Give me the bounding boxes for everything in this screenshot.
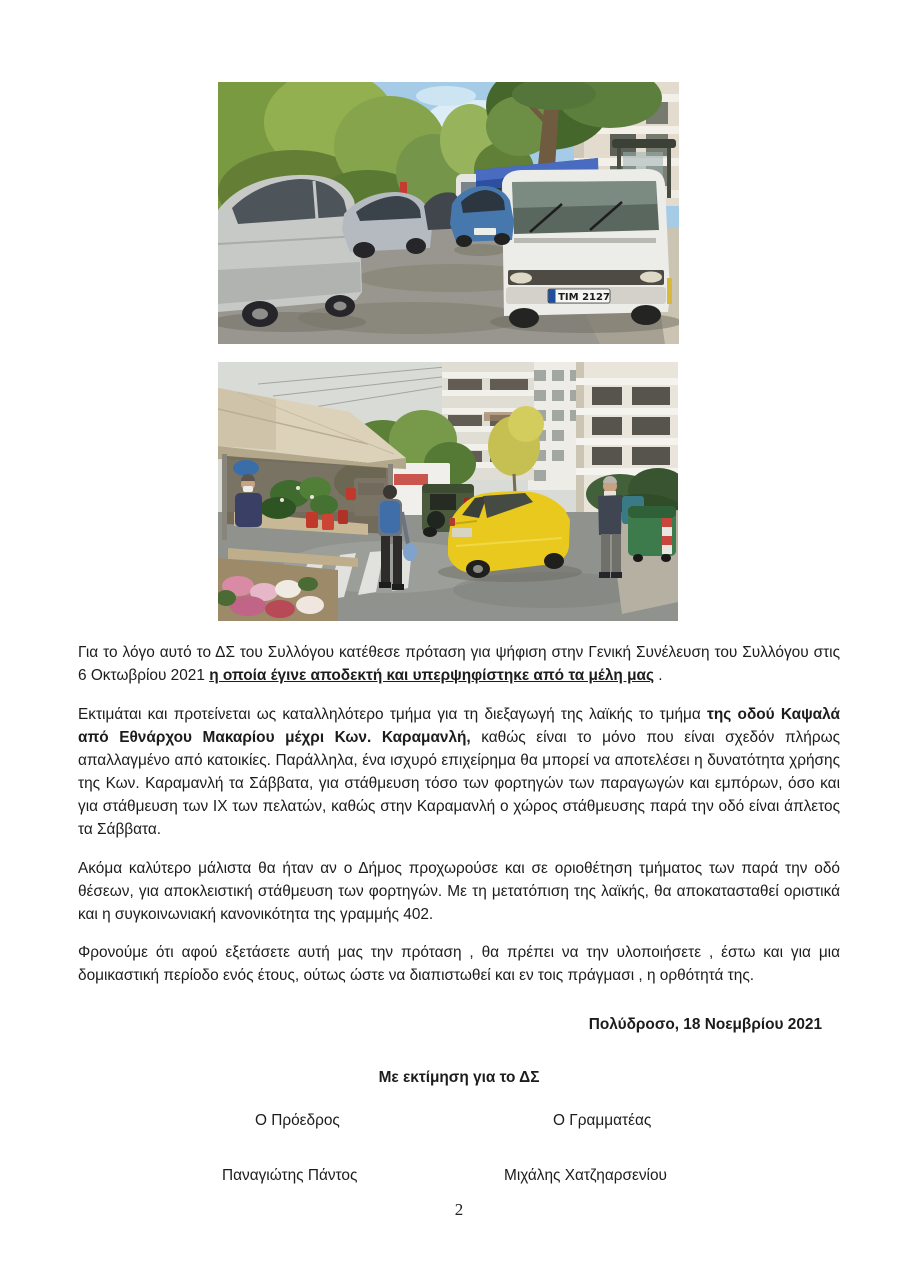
striped-marker bbox=[662, 518, 672, 554]
signature-names-row bbox=[78, 1164, 840, 1186]
president-title: Ο Πρόεδρος bbox=[255, 1112, 340, 1129]
license-plate-text: ΤΙΜ 2127 bbox=[558, 292, 610, 303]
paragraph-1-text: Για το λόγο αυτό το ΔΣ του Συλλόγου κατέθεσε πρόταση για ψήφιση στην Γενική Συνέλευση του Συλλόγου στις 6 Οκτωβρίου 2021 bbox=[78, 644, 840, 684]
secretary-name: Μιχάλης Χατζηαρσενίου bbox=[504, 1167, 667, 1184]
page-number: 2 bbox=[454, 1200, 464, 1219]
paragraph-3: Ακόμα καλύτερο μάλιστα θα ήταν αν ο Δήμος προχωρούσε και σε οριοθέτηση τμήματος των παρά την οδό θέσεων, για αποκλειστική στάθμευση των φορτηγών. Με τη μετατόπιση της λαϊκής, θα αποκατασταθεί οριστικά και η συγκοινωνιακή κανονικότητα της γραμμής 402. bbox=[78, 860, 840, 923]
secretary-title: Ο Γραμματέας bbox=[553, 1112, 652, 1129]
paragraph-1 bbox=[78, 641, 840, 687]
paragraph-2-text-1: Εκτιμάται και προτείνεται ως καταλληλότερο τμήμα για τη διεξαγωγή της λαϊκής το τμήμα bbox=[78, 706, 708, 723]
paragraph-1-tail: . bbox=[653, 667, 663, 684]
white-truck bbox=[492, 169, 670, 328]
place-date-line: Πολύδροσο, 18 Νοεμβρίου 2021 bbox=[588, 1016, 822, 1033]
paragraph-2-bold: της οδού Καψαλά από Εθνάρχου Μακαρίου μέχρι Κων. Καραμανλή, bbox=[78, 706, 840, 746]
president-name: Παναγιώτης Πάντος bbox=[222, 1167, 358, 1184]
paragraph-2-text-2: καθώς είναι το μόνο που είναι σχεδόν πλήρως απαλλαγμένο από κατοικίες. Παράλληλα, ένα ισχυρό επιχείρημα θα μπορεί να αποτελέσει η δυνατότητα χρήσης της Κων. Καραμανλή τα Σάββατα, για στάθμευση τόσο των φορτηγών των παραγωγών και εμπόρων, όσο και για στάθμευση των ΙΧ των πελατών, καθώς στην Καραμανλή ο χώρος στάθμευσης παρά την οδό είναι άπλετος τα Σάββατα. bbox=[78, 729, 841, 838]
photo-street-market-taxi bbox=[218, 362, 678, 621]
photo-street-parked-vehicles bbox=[218, 82, 679, 344]
signature-titles-row bbox=[78, 1109, 840, 1131]
letter-body bbox=[78, 641, 840, 1221]
blue-hatchback bbox=[450, 186, 514, 247]
license-plate bbox=[548, 289, 610, 303]
silver-minivan bbox=[218, 175, 362, 327]
yellow-bollard bbox=[667, 278, 672, 304]
closing-regards: Με εκτίμηση για το ΔΣ bbox=[378, 1069, 540, 1086]
paragraph-4: Φρονούμε ότι αφού εξετάσετε αυτή μας την πρόταση , θα πρέπει να την υλοποιήσετε , έστω και για μια δομικαστική περίοδο ενός έτους, ούτως ώστε να διαπιστωθεί και εν τοις πράγμασι , η ορθότητά της. bbox=[78, 944, 840, 984]
paragraph-2 bbox=[78, 703, 840, 841]
paragraph-1-bold-underlined: η οποία έγινε αποδεκτή και υπερψηφίστηκε από τα μέλη μας bbox=[209, 667, 654, 684]
